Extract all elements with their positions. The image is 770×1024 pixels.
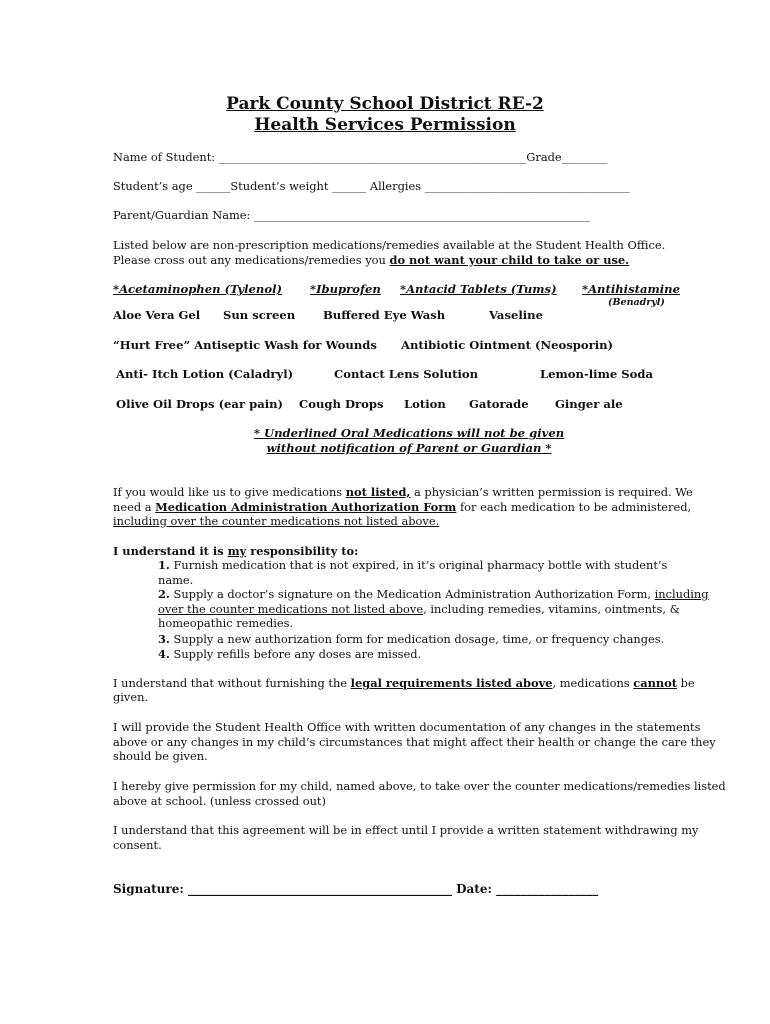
- med-caladryl: Anti- Itch Lotion (Caladryl): [116, 367, 294, 381]
- item-3-number: 3.: [158, 632, 170, 646]
- age-weight-allergies-field: Student’s age ______Student’s weight ______ Allergies ____________________________________: [113, 179, 630, 193]
- legal-requirements-emphasis: legal requirements listed above: [350, 676, 553, 690]
- responsibility-heading: [113, 544, 358, 558]
- not-listed-text-each: for each medication to be administered,: [456, 500, 692, 514]
- item-2-number: 2.: [158, 587, 170, 601]
- med-antihistamine: *Antihistamine: [582, 282, 680, 296]
- docs-para-line-1: I will provide the Student Health Office with written documentation of any changes in the statements: [113, 720, 701, 734]
- not-listed-line-1: [113, 485, 693, 499]
- not-listed-emphasis: not listed,: [345, 485, 411, 499]
- responsibility-my: my: [227, 544, 247, 558]
- docs-para-line-3: should be given.: [113, 749, 208, 763]
- authorization-form-emphasis: Medication Administration Authorization Form: [155, 500, 457, 514]
- cannot-emphasis: cannot: [633, 676, 678, 690]
- item-3-text: Supply a new authorization form for medication dosage, time, or frequency changes.: [169, 632, 665, 646]
- student-name-field: Name of Student: ______________________________________________________Grade________: [113, 150, 608, 164]
- agreement-para-line-1: I understand that this agreement will be in effect until I provide a written statement withdrawing my: [113, 823, 699, 837]
- permission-para-line-2: above at school. (unless crossed out): [113, 794, 326, 808]
- agreement-para-line-2: consent.: [113, 838, 162, 852]
- intro-line-2-text: Please cross out any medications/remedies you: [113, 253, 390, 267]
- oral-notice-line-1: * Underlined Oral Medications will not be given: [253, 426, 565, 440]
- med-ginger-ale: Ginger ale: [555, 397, 623, 411]
- responsibility-heading-a: I understand it is: [113, 544, 228, 558]
- med-acetaminophen: *Acetaminophen (Tylenol): [113, 282, 282, 296]
- med-aloe-vera: Aloe Vera Gel: [113, 308, 201, 322]
- not-listed-line-2: [113, 500, 691, 514]
- med-vaseline: Vaseline: [489, 308, 543, 322]
- legal-text-c: , medications: [552, 676, 634, 690]
- responsibility-item-1: [158, 558, 667, 572]
- intro-line-2: [113, 253, 629, 267]
- responsibility-item-4: [158, 647, 421, 661]
- not-listed-text-need: need a: [113, 500, 156, 514]
- med-lotion: Lotion: [404, 397, 446, 411]
- permission-para-line-1: I hereby give permission for my child, named above, to take over the counter medications/remedies listed: [113, 779, 726, 793]
- oral-notice-line-2: without notification of Parent or Guardian *: [266, 441, 552, 455]
- med-gatorade: Gatorade: [469, 397, 529, 411]
- signature-date-line: Signature: ____________________________________________ Date: _________________: [113, 882, 599, 896]
- not-listed-text-a: If you would like us to give medications: [113, 485, 346, 499]
- med-ibuprofen: *Ibuprofen: [310, 282, 381, 296]
- item-4-number: 4.: [158, 647, 170, 661]
- item-4-text: Supply refills before any doses are missed.: [169, 647, 422, 661]
- not-listed-text-c: a physician’s written permission is required. We: [410, 485, 693, 499]
- responsibility-item-2-cont: [158, 602, 680, 616]
- item-1-number: 1.: [158, 558, 170, 572]
- do-not-want-emphasis: do not want your child to take or use.: [389, 253, 630, 267]
- legal-para-line-1: [113, 676, 695, 690]
- med-eye-wash: Buffered Eye Wash: [323, 308, 446, 322]
- med-contact-lens: Contact Lens Solution: [334, 367, 479, 381]
- item-2-text: Supply a doctor’s signature on the Medication Administration Authorization Form,: [169, 587, 655, 601]
- med-sunscreen: Sun screen: [223, 308, 296, 322]
- med-olive-oil: Olive Oil Drops (ear pain): [116, 397, 284, 411]
- legal-para-line-2: given.: [113, 690, 149, 704]
- item-2-otc-underlined: over the counter medications not listed above: [158, 602, 424, 616]
- item-2-including: including: [654, 587, 709, 601]
- responsibility-item-3: [158, 632, 664, 646]
- med-antacid: *Antacid Tablets (Tums): [400, 282, 557, 296]
- title-line-1: Park County School District RE-2: [226, 94, 544, 114]
- med-hurt-free: “Hurt Free” Antiseptic Wash for Wounds: [113, 338, 377, 352]
- responsibility-item-2: [158, 587, 709, 601]
- legal-text-e: be: [677, 676, 695, 690]
- med-benadryl-note: (Benadryl): [608, 297, 665, 308]
- not-listed-line-3: including over the counter medications not listed above.: [113, 514, 440, 528]
- med-cough-drops: Cough Drops: [299, 397, 384, 411]
- title-line-2: Health Services Permission: [254, 115, 516, 135]
- med-neosporin: Antibiotic Ointment (Neosporin): [401, 338, 614, 352]
- responsibility-item-2-cont-2: homeopathic remedies.: [158, 616, 294, 630]
- intro-line-1: Listed below are non-prescription medications/remedies available at the Student Health Office.: [113, 238, 666, 252]
- legal-text-a: I understand that without furnishing the: [113, 676, 351, 690]
- docs-para-line-2: above or any changes in my child’s circumstances that might affect their health or change the care they: [113, 735, 716, 749]
- med-lemon-lime: Lemon-lime Soda: [540, 367, 653, 381]
- parent-guardian-field: Parent/Guardian Name: ___________________________________________________________: [113, 208, 591, 222]
- item-1-text: Furnish medication that is not expired, in it’s original pharmacy bottle with student’s: [169, 558, 668, 572]
- responsibility-item-1-cont: name.: [158, 573, 194, 587]
- responsibility-heading-c: responsibility to:: [246, 544, 359, 558]
- item-2-remedies: , including remedies, vitamins, ointments, &: [423, 602, 680, 616]
